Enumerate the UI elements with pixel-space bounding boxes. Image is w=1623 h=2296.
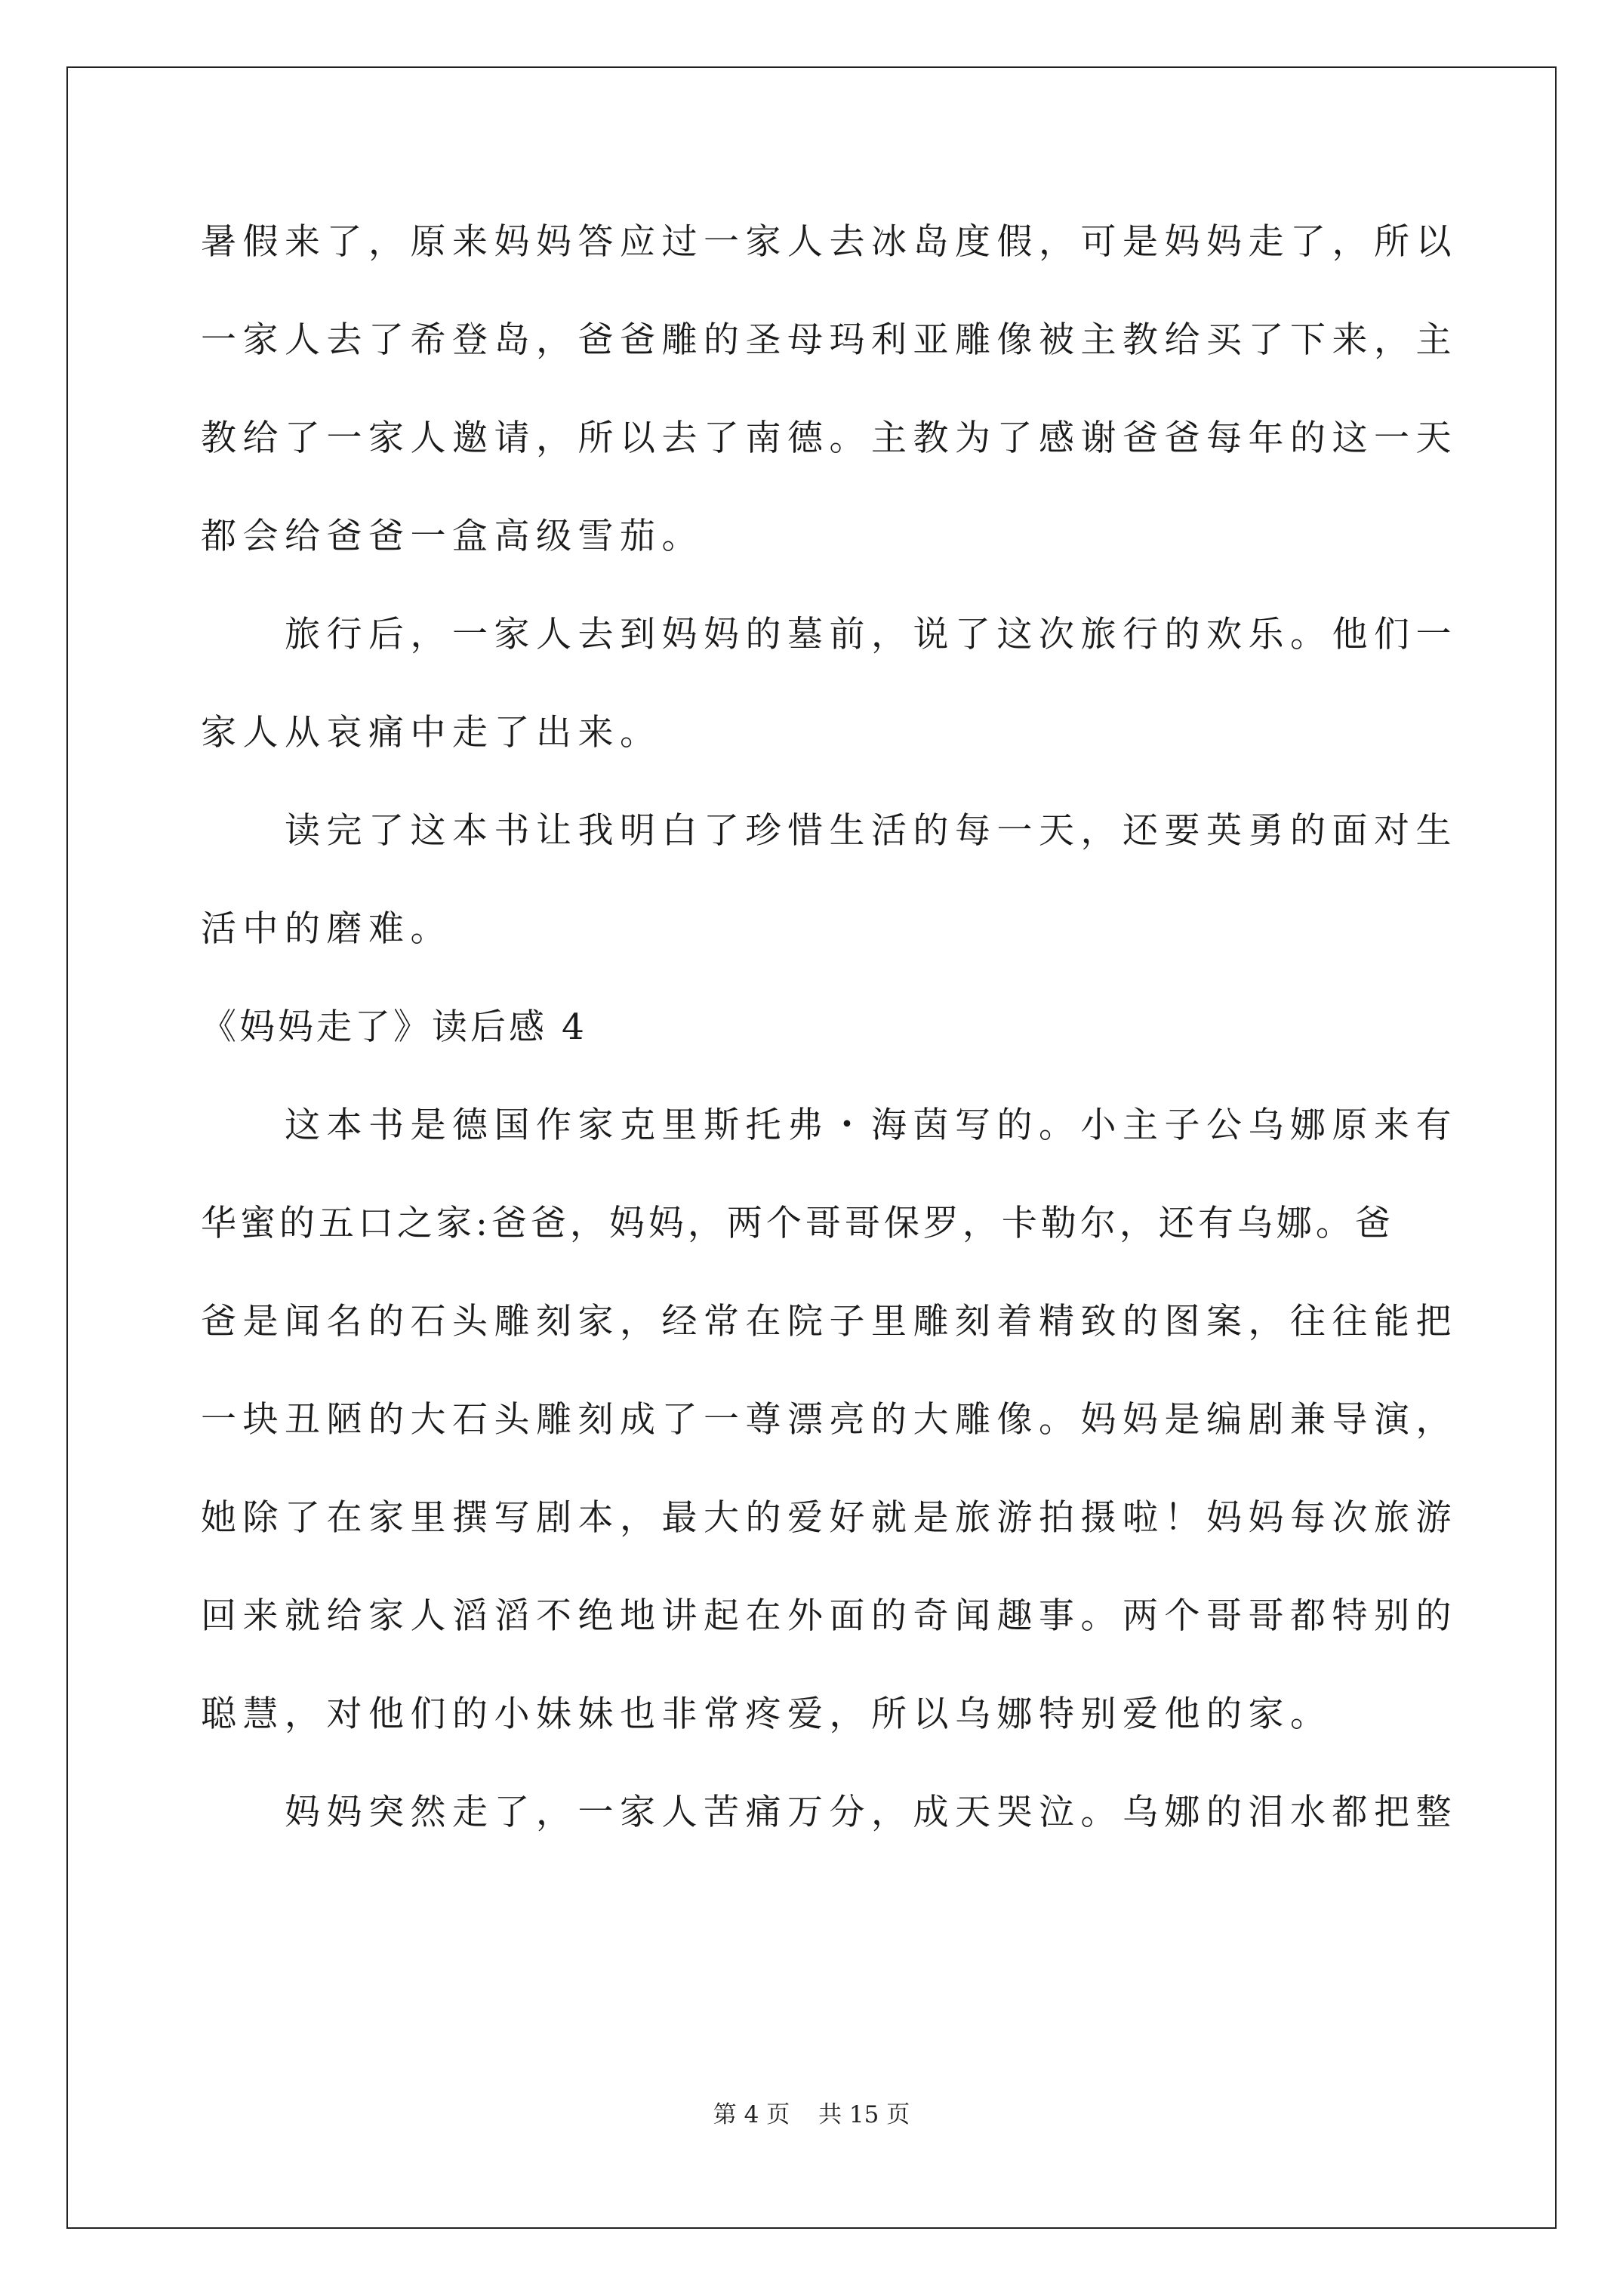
page-number: 第 4 页: [713, 2101, 790, 2128]
text-line: 这本书是德国作家克里斯托弗・海茵写的。小主子公乌娜原来有: [201, 1105, 1458, 1146]
text-line: 她除了在家里撰写剧本，最大的爱好就是旅游拍摄啦！妈妈每次旅游: [201, 1497, 1458, 1539]
page-total: 共 15 页: [818, 2101, 910, 2128]
text-line: 暑假来了，原来妈妈答应过一家人去冰岛度假，可是妈妈走了，所以: [201, 221, 1458, 263]
document-body: [201, 193, 1458, 1862]
text-line: 都会给爸爸一盒高级雪茄。: [201, 516, 704, 557]
text-line: 家人从哀痛中走了出来。: [201, 712, 662, 754]
text-line: 一块丑陋的大石头雕刻成了一尊漂亮的大雕像。妈妈是编剧兼导演，: [201, 1399, 1458, 1441]
text-line: 聪慧，对他们的小妹妹也非常疼爱，所以乌娜特别爱他的家。: [201, 1693, 1332, 1735]
text-line: 教给了一家人邀请，所以去了南德。主教为了感谢爸爸每年的这一天: [201, 418, 1458, 459]
text-line: 一家人去了希登岛，爸爸雕的圣母玛利亚雕像被主教给买了下来，主: [201, 319, 1458, 361]
page-footer: [0, 2095, 1623, 2129]
text-line: 华蜜的五口之家:爸爸，妈妈，两个哥哥保罗，卡勒尔，还有乌娜。爸: [201, 1203, 1394, 1244]
text-line: 旅行后，一家人去到妈妈的墓前，说了这次旅行的欢乐。他们一: [201, 614, 1458, 655]
text-line: 爸是闻名的石头雕刻家，经常在院子里雕刻着精致的图案，往往能把: [201, 1301, 1458, 1342]
section-heading: 《妈妈走了》读后感 4: [201, 1006, 587, 1048]
text-line: 妈妈突然走了，一家人苦痛万分，成天哭泣。乌娜的泪水都把整: [201, 1792, 1458, 1833]
text-line: 活中的磨难。: [201, 908, 452, 950]
text-line: 读完了这本书让我明白了珍惜生活的每一天，还要英勇的面对生: [201, 810, 1458, 852]
text-line: 回来就给家人滔滔不绝地讲起在外面的奇闻趣事。两个哥哥都特别的: [201, 1595, 1458, 1637]
